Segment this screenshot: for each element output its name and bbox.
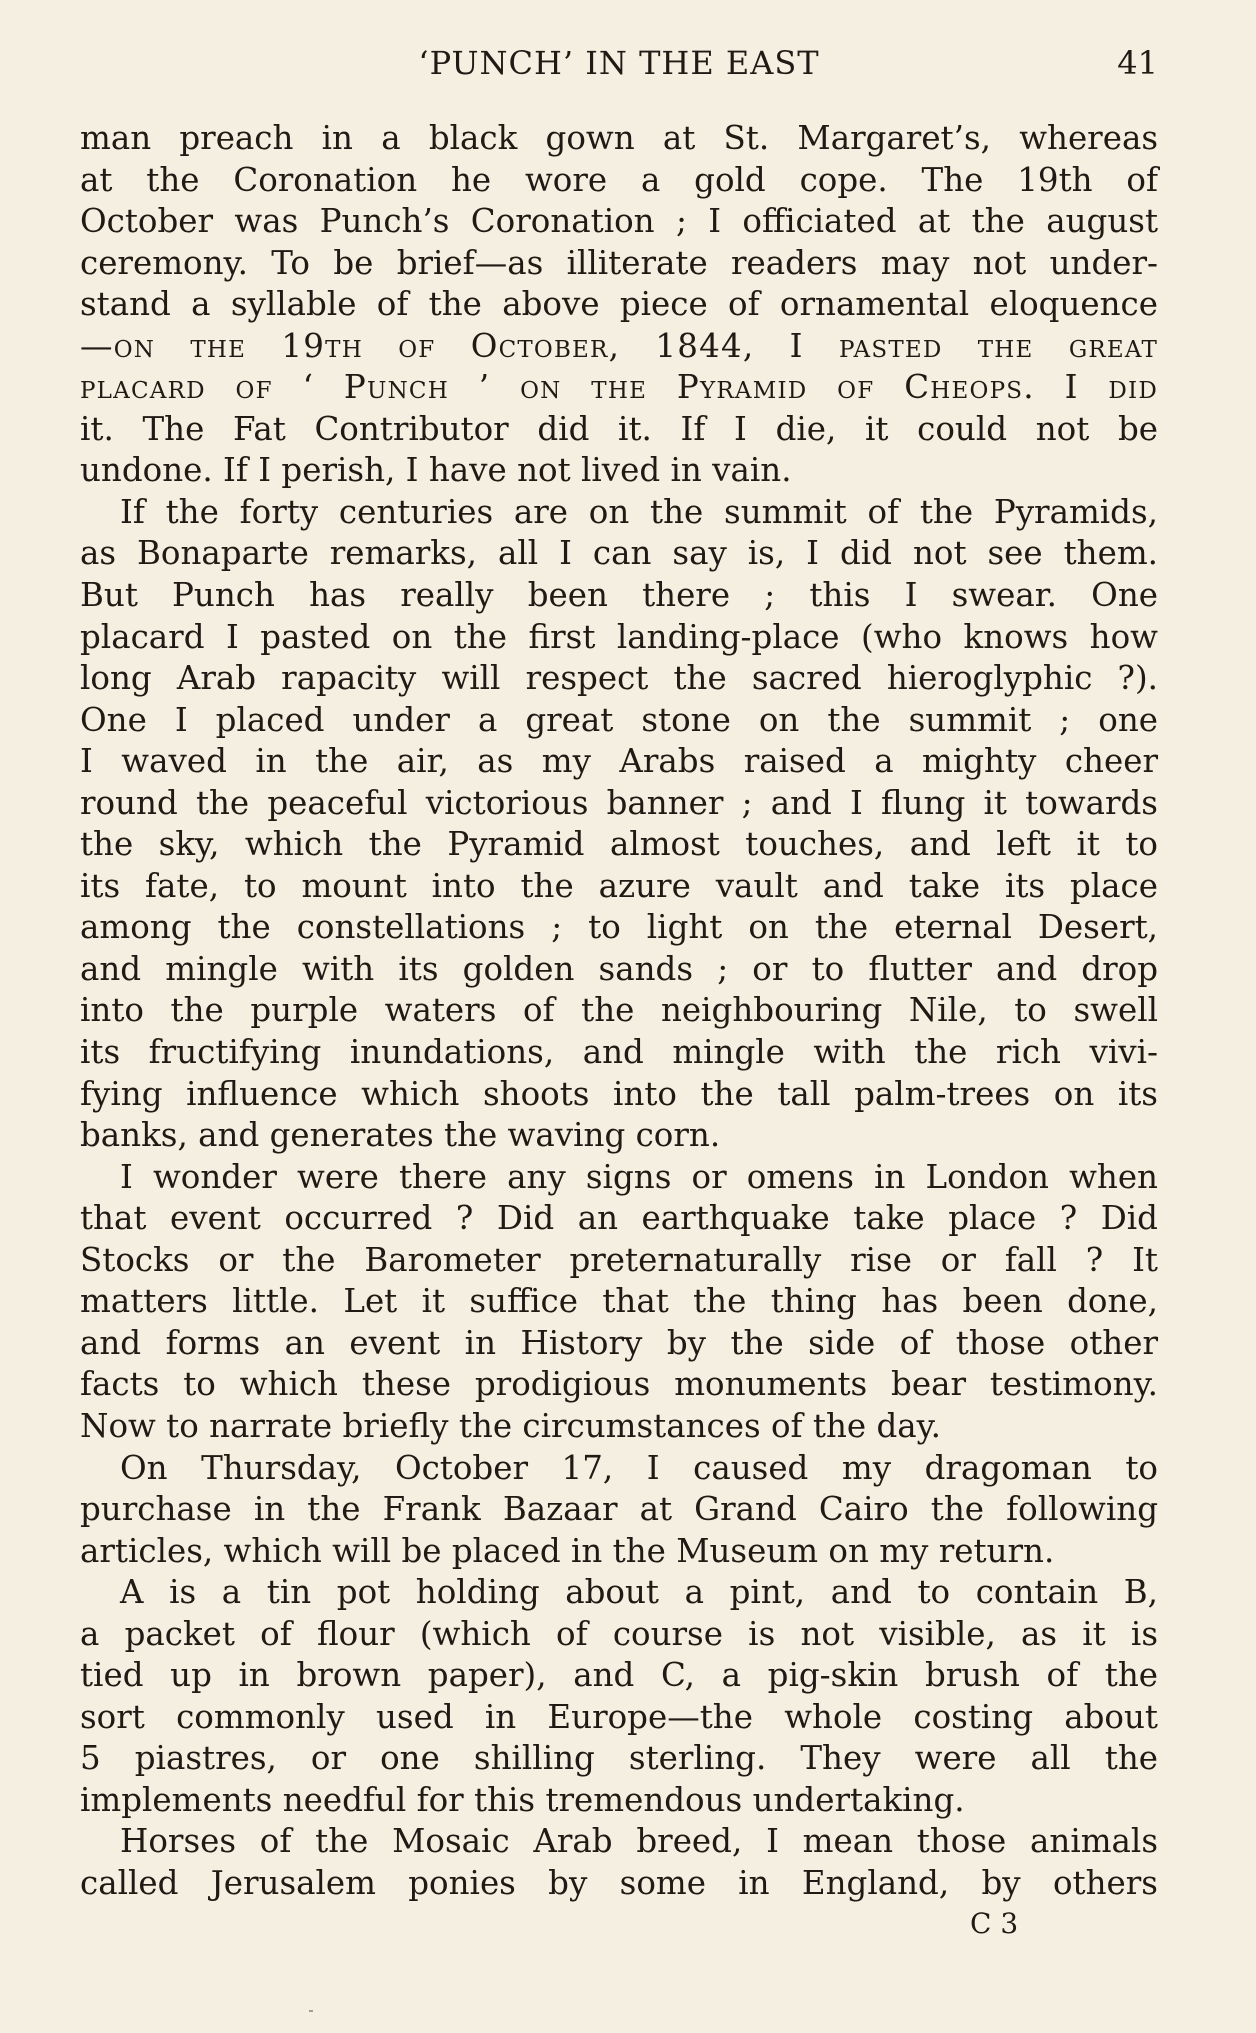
text-line-small-caps: —on the 19th of October, 1844, I pasted the great — [80, 326, 1158, 365]
signature-mark: C 3 — [970, 1907, 1019, 1940]
running-title: ‘PUNCH’ IN THE EAST — [418, 44, 820, 82]
text-line: I waved in the air, as my Arabs raised a mighty cheer — [80, 742, 1158, 781]
paragraph-first-line: Horses of the Mosaic Arab breed, I mean those animals — [120, 1822, 1158, 1861]
text-line-small-caps: placard of ‘ Punch ’ on the Pyramid of Cheops. I did — [80, 368, 1158, 407]
text-line: among the constellations ; to light on the eternal Desert, — [80, 908, 1158, 947]
text-line: called Jerusalem ponies by some in England, by others — [80, 1863, 1158, 1902]
text-line: it. The Fat Contributor did it. If I die, it could not be — [80, 409, 1158, 448]
text-line: a packet of flour (which of course is not visible, as it is — [80, 1614, 1158, 1653]
text-line: into the purple waters of the neighbouring Nile, to swell — [80, 991, 1158, 1030]
text-line: undone. If I perish, I have not lived in vain. — [80, 451, 792, 490]
text-line: One I placed under a great stone on the summit ; one — [80, 700, 1158, 739]
text-line: that event occurred ? Did an earthquake take place ? Did — [80, 1199, 1158, 1238]
text-line: sort commonly used in Europe—the whole costing about — [80, 1697, 1158, 1736]
text-line: round the peaceful victorious banner ; and I flung it towards — [80, 783, 1158, 822]
text-line: banks, and generates the waving corn. — [80, 1116, 721, 1155]
paragraph-first-line: If the forty centuries are on the summit of the Pyramids, — [120, 492, 1158, 531]
text-line: purchase in the Frank Bazaar at Grand Cairo the following — [80, 1490, 1158, 1529]
text-line: Now to narrate briefly the circumstances of the day. — [80, 1406, 941, 1445]
text-line: and forms an event in History by the side of those other — [80, 1323, 1158, 1362]
paragraph-first-line: A is a tin pot holding about a pint, and to contain B, — [120, 1573, 1158, 1612]
text-line: as Bonaparte remarks, all I can say is, I did not see them. — [80, 534, 1158, 573]
body-text — [80, 118, 1158, 1905]
text-line: But Punch has really been there ; this I swear. One — [80, 576, 1158, 615]
text-line: at the Coronation he wore a gold cope. The 19th of — [80, 160, 1158, 199]
text-line: and mingle with its golden sands ; or to flutter and drop — [80, 949, 1158, 988]
paragraph-first-line: I wonder were there any signs or omens in London when — [120, 1157, 1158, 1196]
text-line: its fructifying inundations, and mingle with the rich vivi- — [80, 1033, 1158, 1072]
text-line: long Arab rapacity will respect the sacred hieroglyphic ?). — [80, 659, 1158, 698]
text-line: stand a syllable of the above piece of ornamental eloquence — [80, 285, 1158, 324]
running-header — [80, 38, 1158, 88]
text-line: October was Punch’s Coronation ; I officiated at the august — [80, 202, 1158, 241]
page-number: 41 — [1117, 44, 1158, 82]
text-line: articles, which will be placed in the Museum on my return. — [80, 1531, 1055, 1570]
text-line: tied up in brown paper), and C, a pig-skin brush of the — [80, 1656, 1158, 1695]
text-line: man preach in a black gown at St. Margaret’s, whereas — [80, 119, 1158, 157]
text-line: 5 piastres, or one shilling sterling. They were all the — [80, 1739, 1158, 1778]
text-line: ceremony. To be brief—as illiterate readers may not under- — [80, 243, 1158, 282]
text-line: placard I pasted on the first landing-place (who knows how — [80, 617, 1158, 656]
text-line: implements needful for this tremendous undertaking. — [80, 1780, 965, 1819]
paragraph-first-line: On Thursday, October 17, I caused my dragoman to — [120, 1448, 1158, 1487]
text-line: the sky, which the Pyramid almost touches, and left it to — [80, 825, 1158, 864]
text-line: its fate, to mount into the azure vault and take its place — [80, 866, 1158, 905]
text-line: matters little. Let it suffice that the thing has been done, — [80, 1282, 1158, 1321]
page-speck — [309, 2010, 313, 2012]
text-line: facts to which these prodigious monuments bear testimony. — [80, 1365, 1158, 1404]
text-line: Stocks or the Barometer preternaturally rise or fall ? It — [80, 1240, 1158, 1279]
text-line: fying influence which shoots into the tall palm-trees on its — [80, 1074, 1158, 1113]
